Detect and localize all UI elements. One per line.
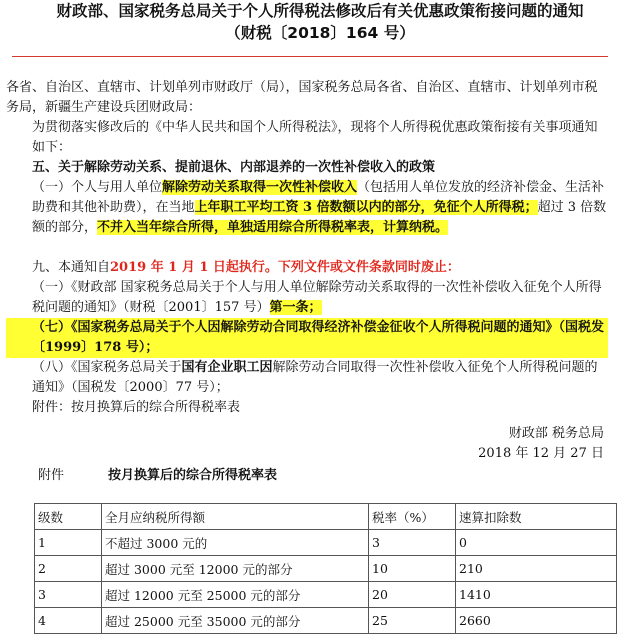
table-cell: 超过 12000 元至 25000 元的部分 [102, 582, 369, 608]
table-header-cell: 级数 [35, 504, 102, 530]
table-cell: 2 [35, 556, 102, 582]
attachment-reference: 附件：按月换算后的综合所得税率表 [32, 400, 241, 415]
table-cell: 25 [369, 608, 456, 634]
section-9-item-8 [6, 358, 608, 398]
table-header-cell: 全月应纳税所得额 [102, 504, 369, 530]
table-cell: 210 [456, 556, 617, 582]
table-cell: 1 [35, 530, 102, 556]
title-line-2: （财税〔2018〕164 号） [225, 24, 415, 42]
table-cell: 3 [369, 530, 456, 556]
bold-text: 国有企业职工因 [181, 360, 273, 375]
highlight-text: 第一条； [269, 300, 322, 315]
text-run: 解除劳动合同取得一次性补偿收入征免个人所得税问题的通知》（国税发〔2000〕77 号）； [32, 360, 598, 395]
table-cell: 2660 [456, 608, 617, 634]
tax-rate-table [34, 503, 617, 634]
table-cell: 超过 25000 元至 35000 元的部分 [102, 608, 369, 634]
table-cell: 超过 3000 元至 12000 元的部分 [102, 556, 369, 582]
section-9-heading [6, 258, 608, 278]
section-5-heading: 五、关于解除劳动关系、提前退休、内部退养的一次性补偿收入的政策 [32, 160, 436, 175]
table-cell: 4 [35, 608, 102, 634]
attachment-label: 附件 [38, 468, 65, 483]
table-cell: 20 [369, 582, 456, 608]
text-run: 超过 3 倍数额的部分， [32, 200, 607, 235]
table-cell: 3 [35, 582, 102, 608]
table-cell: 0 [456, 530, 617, 556]
document-body [6, 78, 608, 418]
attachment-heading [38, 466, 277, 486]
highlight-text: 不并入当年综合所得，单独适用综合所得税率表，计算纳税。 [97, 220, 449, 235]
signature-date: 2018 年 12 月 27 日 [478, 446, 604, 461]
blank-line [6, 238, 608, 258]
table-cell: 1410 [456, 582, 617, 608]
text-run: （一）个人与用人单位 [32, 180, 163, 195]
effective-date-text: 2019 年 1 月 1 日起执行。下列文件或文件条款同时废止： [110, 260, 460, 275]
attachment-title: 按月换算后的综合所得税率表 [108, 468, 278, 483]
recipients-paragraph: 各省、自治区、直辖市、计划单列市财政厅（局），国家税务总局各省、自治区、直辖市、计划单列市税务局，新疆生产建设兵团财政局： [6, 80, 598, 115]
table-cell: 不超过 3000 元的 [102, 530, 369, 556]
document-title [0, 0, 640, 44]
table-row [35, 530, 617, 556]
table-header-cell: 速算扣除数 [456, 504, 617, 530]
table-header-row [35, 504, 617, 530]
title-line-1: 财政部、国家税务总局关于个人所得税法修改后有关优惠政策衔接问题的通知 [56, 2, 584, 20]
text-run: （包括用人单位发放的经济补偿金、生活补助费和其他补助费），在当地 [32, 180, 605, 215]
table-row [35, 608, 617, 634]
table-row [35, 556, 617, 582]
table-row [35, 582, 617, 608]
section-9-item-1 [6, 278, 608, 318]
table-cell: 10 [369, 556, 456, 582]
text-run: （八）《国家税务总局关于 [32, 360, 182, 375]
section-5-item-1 [6, 178, 608, 238]
text-run: （一）《财政部 国家税务总局关于个人与用人单位解除劳动关系取得的一次性补偿收入征免个人所得税问题的通知》（财税〔2001〕157 号） [32, 280, 602, 315]
highlight-text: 上年职工平均工资 3 倍数额以内的部分，免征个人所得税； [194, 200, 538, 215]
intro-paragraph: 为贯彻落实修改后的《中华人民共和国个人所得税法》，现将个人所得税优惠政策衔接有关事项通知如下： [32, 120, 598, 155]
title-divider [12, 56, 608, 57]
signature-issuers: 财政部 税务总局 [508, 426, 604, 441]
text-run: 九、本通知自 [32, 260, 111, 275]
highlight-text: 解除劳动关系取得一次性补偿收入 [162, 180, 358, 195]
table-header-cell: 税率（%） [369, 504, 456, 530]
section-9-item-7: （七）《国家税务总局关于个人因解除劳动合同取得经济补偿金征收个人所得税问题的通知》（国税发〔1999〕178 号）； [6, 318, 608, 358]
